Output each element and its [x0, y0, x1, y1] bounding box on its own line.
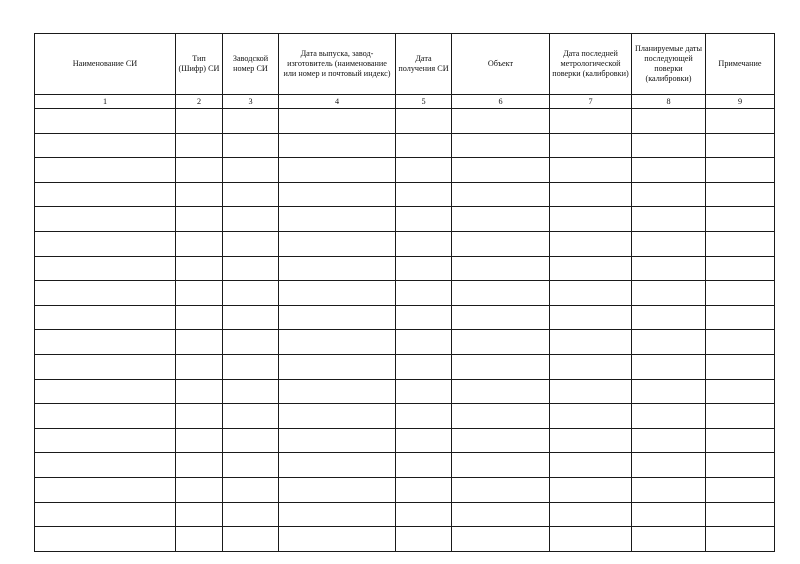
table-cell — [452, 305, 550, 330]
header-label: Объект — [487, 58, 514, 68]
table-cell — [279, 133, 396, 158]
table-cell — [35, 379, 176, 404]
table-cell — [550, 404, 632, 429]
table-cell — [35, 305, 176, 330]
table-cell — [706, 379, 775, 404]
table-cell — [706, 231, 775, 256]
table-cell — [223, 256, 279, 281]
table-cell — [452, 428, 550, 453]
table-cell — [632, 330, 706, 355]
table-row — [35, 109, 775, 134]
header-cell-note — [706, 34, 775, 95]
register-sheet — [34, 33, 774, 552]
table-cell — [550, 182, 632, 207]
table-cell — [706, 281, 775, 306]
table-cell — [396, 354, 452, 379]
table-row — [35, 207, 775, 232]
table-cell — [223, 527, 279, 552]
table-cell — [396, 477, 452, 502]
table-cell — [396, 231, 452, 256]
table-cell — [176, 256, 223, 281]
table-cell — [396, 330, 452, 355]
table-cell — [706, 256, 775, 281]
table-cell — [223, 281, 279, 306]
header-row — [35, 34, 775, 95]
table-cell — [452, 256, 550, 281]
table-cell — [35, 477, 176, 502]
table-cell — [35, 256, 176, 281]
column-number: 8 — [632, 95, 706, 109]
table-cell — [550, 256, 632, 281]
table-cell — [35, 428, 176, 453]
header-label: Наименование СИ — [72, 58, 138, 68]
table-cell — [223, 330, 279, 355]
table-cell — [706, 207, 775, 232]
table-cell — [176, 477, 223, 502]
table-cell — [632, 477, 706, 502]
table-cell — [396, 133, 452, 158]
table-cell — [223, 428, 279, 453]
table-row — [35, 477, 775, 502]
table-cell — [279, 231, 396, 256]
table-cell — [396, 502, 452, 527]
table-cell — [452, 379, 550, 404]
table-cell — [223, 109, 279, 134]
table-cell — [452, 158, 550, 183]
table-row — [35, 182, 775, 207]
table-cell — [279, 158, 396, 183]
table-cell — [176, 305, 223, 330]
table-cell — [396, 109, 452, 134]
table-cell — [632, 158, 706, 183]
table-cell — [632, 354, 706, 379]
table-cell — [223, 404, 279, 429]
table-cell — [223, 158, 279, 183]
table-cell — [632, 305, 706, 330]
table-cell — [223, 477, 279, 502]
table-cell — [35, 404, 176, 429]
table-row — [35, 404, 775, 429]
table-cell — [176, 379, 223, 404]
table-cell — [632, 453, 706, 478]
table-row — [35, 502, 775, 527]
table-cell — [632, 133, 706, 158]
table-cell — [550, 207, 632, 232]
table-cell — [35, 231, 176, 256]
table-cell — [35, 354, 176, 379]
register-body — [35, 109, 775, 552]
table-cell — [396, 182, 452, 207]
table-cell — [452, 182, 550, 207]
header-cell-type — [176, 34, 223, 95]
table-cell — [396, 281, 452, 306]
table-cell — [279, 207, 396, 232]
table-cell — [223, 502, 279, 527]
table-cell — [35, 502, 176, 527]
table-cell — [396, 256, 452, 281]
table-cell — [550, 379, 632, 404]
table-cell — [632, 527, 706, 552]
table-cell — [550, 109, 632, 134]
table-cell — [176, 354, 223, 379]
table-cell — [35, 453, 176, 478]
table-row — [35, 281, 775, 306]
table-cell — [706, 527, 775, 552]
header-label: Примечание — [718, 58, 762, 68]
table-cell — [452, 404, 550, 429]
table-cell — [279, 182, 396, 207]
table-cell — [632, 404, 706, 429]
table-row — [35, 379, 775, 404]
table-cell — [279, 477, 396, 502]
column-number: 6 — [452, 95, 550, 109]
table-cell — [176, 428, 223, 453]
table-row — [35, 453, 775, 478]
table-cell — [452, 477, 550, 502]
table-cell — [632, 207, 706, 232]
table-cell — [550, 453, 632, 478]
table-row — [35, 305, 775, 330]
table-cell — [706, 182, 775, 207]
table-cell — [176, 133, 223, 158]
column-number: 1 — [35, 95, 176, 109]
table-cell — [223, 379, 279, 404]
column-number: 7 — [550, 95, 632, 109]
table-cell — [279, 330, 396, 355]
instrument-register-table — [34, 33, 775, 552]
table-cell — [632, 231, 706, 256]
table-cell — [452, 527, 550, 552]
table-cell — [452, 207, 550, 232]
table-cell — [396, 305, 452, 330]
table-cell — [279, 109, 396, 134]
table-cell — [223, 231, 279, 256]
table-row — [35, 231, 775, 256]
table-cell — [452, 281, 550, 306]
table-cell — [223, 133, 279, 158]
table-cell — [176, 453, 223, 478]
table-cell — [452, 109, 550, 134]
table-cell — [35, 527, 176, 552]
table-cell — [223, 453, 279, 478]
table-cell — [279, 527, 396, 552]
column-number: 5 — [396, 95, 452, 109]
table-cell — [452, 133, 550, 158]
table-cell — [452, 231, 550, 256]
table-cell — [396, 379, 452, 404]
table-row — [35, 158, 775, 183]
table-cell — [35, 182, 176, 207]
table-cell — [706, 158, 775, 183]
header-cell-last-verification — [550, 34, 632, 95]
table-cell — [706, 477, 775, 502]
table-cell — [550, 133, 632, 158]
table-cell — [632, 379, 706, 404]
table-cell — [550, 281, 632, 306]
table-cell — [706, 330, 775, 355]
table-cell — [279, 354, 396, 379]
table-cell — [452, 502, 550, 527]
table-cell — [452, 354, 550, 379]
table-cell — [550, 158, 632, 183]
table-cell — [706, 404, 775, 429]
table-cell — [223, 354, 279, 379]
table-cell — [176, 109, 223, 134]
table-cell — [35, 158, 176, 183]
column-number: 2 — [176, 95, 223, 109]
table-cell — [452, 453, 550, 478]
table-cell — [279, 428, 396, 453]
table-cell — [279, 281, 396, 306]
table-cell — [632, 428, 706, 453]
table-cell — [706, 109, 775, 134]
table-cell — [279, 453, 396, 478]
table-cell — [35, 133, 176, 158]
table-cell — [176, 182, 223, 207]
table-cell — [223, 182, 279, 207]
table-cell — [279, 305, 396, 330]
table-cell — [279, 502, 396, 527]
table-row — [35, 133, 775, 158]
table-cell — [35, 207, 176, 232]
table-row — [35, 256, 775, 281]
table-cell — [279, 379, 396, 404]
table-cell — [550, 502, 632, 527]
table-cell — [632, 256, 706, 281]
table-cell — [176, 502, 223, 527]
header-cell-received — [396, 34, 452, 95]
table-cell — [176, 404, 223, 429]
header-label: Планируемые даты последующей поверки (калибровки) — [634, 43, 703, 84]
table-cell — [550, 428, 632, 453]
table-cell — [396, 404, 452, 429]
header-label: Дата последней метрологической поверки (калибровки) — [552, 48, 629, 79]
table-cell — [176, 207, 223, 232]
table-cell — [396, 207, 452, 232]
column-number-row — [35, 95, 775, 109]
column-number: 4 — [279, 95, 396, 109]
table-cell — [396, 527, 452, 552]
header-cell-manufacture — [279, 34, 396, 95]
header-label: Дата выпуска, завод-изготовитель (наименование или номер и почтовый индекс) — [283, 48, 391, 79]
header-label: Дата получения СИ — [398, 53, 449, 73]
table-cell — [396, 158, 452, 183]
header-cell-name — [35, 34, 176, 95]
table-cell — [550, 527, 632, 552]
table-cell — [706, 428, 775, 453]
column-number: 9 — [706, 95, 775, 109]
table-cell — [550, 231, 632, 256]
table-cell — [396, 453, 452, 478]
table-cell — [35, 109, 176, 134]
header-label: Заводской номер СИ — [232, 53, 269, 73]
table-row — [35, 354, 775, 379]
table-cell — [550, 330, 632, 355]
header-cell-next-verification — [632, 34, 706, 95]
table-cell — [176, 158, 223, 183]
table-cell — [632, 182, 706, 207]
table-cell — [706, 502, 775, 527]
header-label: Тип (Шифр) СИ — [178, 53, 220, 73]
table-cell — [632, 109, 706, 134]
table-cell — [396, 428, 452, 453]
table-cell — [632, 502, 706, 527]
table-cell — [706, 305, 775, 330]
header-cell-object — [452, 34, 550, 95]
table-cell — [176, 281, 223, 306]
table-cell — [35, 281, 176, 306]
table-cell — [550, 305, 632, 330]
table-cell — [279, 404, 396, 429]
table-cell — [176, 330, 223, 355]
table-cell — [632, 281, 706, 306]
table-cell — [279, 256, 396, 281]
table-cell — [223, 207, 279, 232]
table-cell — [550, 477, 632, 502]
table-cell — [176, 527, 223, 552]
table-cell — [706, 133, 775, 158]
table-row — [35, 330, 775, 355]
table-cell — [35, 330, 176, 355]
table-cell — [452, 330, 550, 355]
table-cell — [550, 354, 632, 379]
table-cell — [223, 305, 279, 330]
column-number: 3 — [223, 95, 279, 109]
header-cell-serial — [223, 34, 279, 95]
table-row — [35, 428, 775, 453]
table-cell — [176, 231, 223, 256]
table-cell — [706, 453, 775, 478]
table-row — [35, 527, 775, 552]
table-cell — [706, 354, 775, 379]
